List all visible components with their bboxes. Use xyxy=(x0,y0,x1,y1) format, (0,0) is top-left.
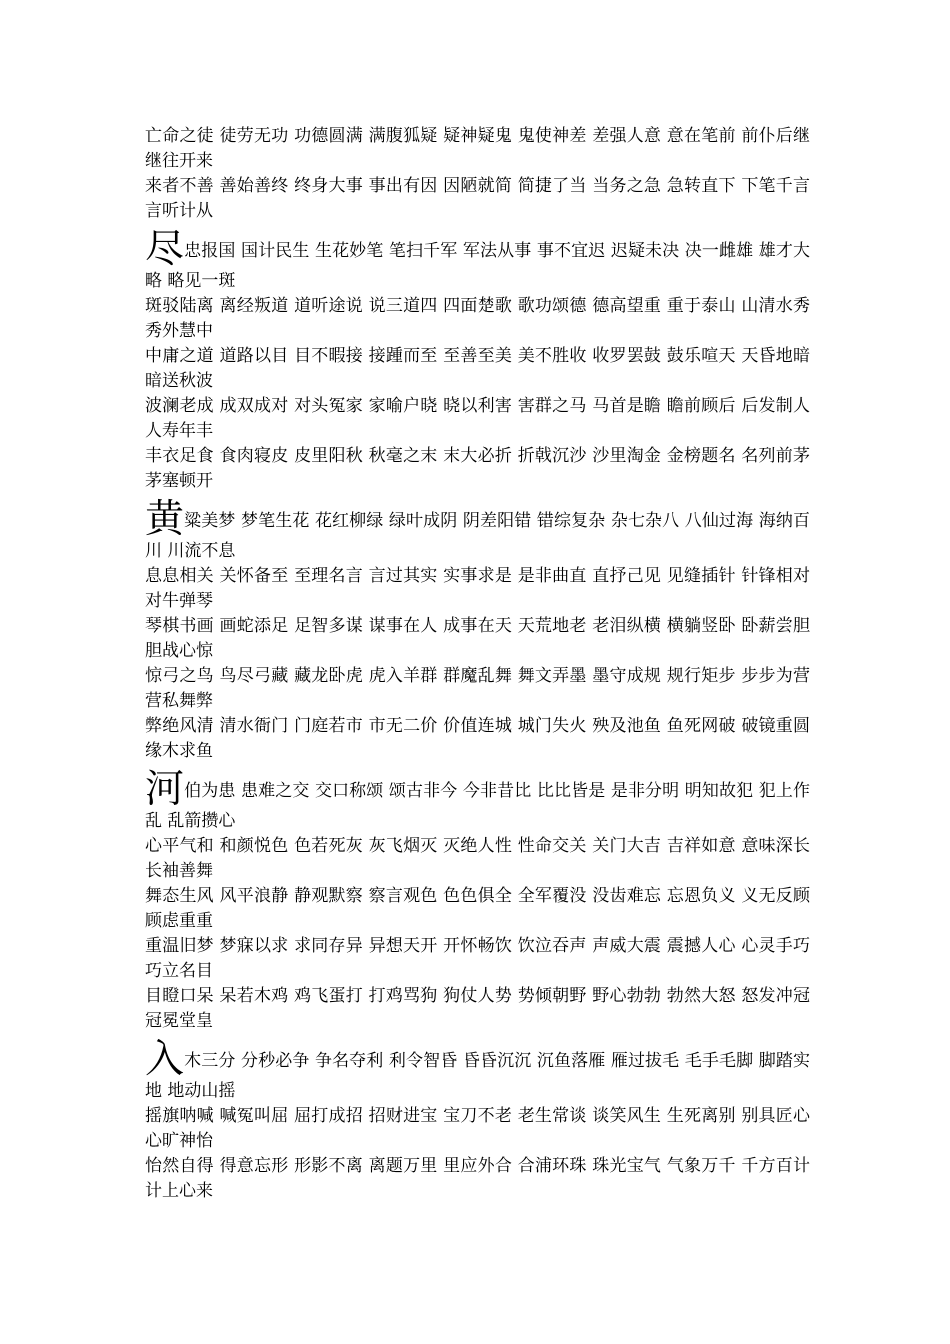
idiom-paragraph-20 xyxy=(145,1154,810,1204)
idiom-paragraph-4 xyxy=(145,294,810,344)
large-lead-character: 尽 xyxy=(145,227,185,272)
large-lead-character: 黄 xyxy=(145,497,185,542)
idiom-text: 琴棋书画 画蛇添足 足智多谋 谋事在人 成事在天 天荒地老 老泪纵横 横躺竖卧 卧薪尝胆 胆战心惊 xyxy=(145,616,810,661)
large-lead-character: 河 xyxy=(145,767,185,812)
idiom-paragraph-15 xyxy=(145,884,810,934)
idiom-paragraph-5 xyxy=(145,344,810,394)
idiom-paragraph-14 xyxy=(145,834,810,884)
idiom-paragraph-16 xyxy=(145,934,810,984)
idiom-paragraph-12 xyxy=(145,714,810,764)
idiom-text: 忠报国 国计民生 生花妙笔 笔扫千军 军法从事 事不宜迟 迟疑未决 决一雌雄 雄才大略 略见一斑 xyxy=(145,241,810,291)
idiom-text: 木三分 分秒必争 争名夺利 利令智昏 昏昏沉沉 沉鱼落雁 雁过拔毛 毛手毛脚 脚踏实地 地动山摇 xyxy=(145,1051,810,1101)
idiom-paragraph-19 xyxy=(145,1104,810,1154)
idiom-paragraph-8 xyxy=(145,497,810,564)
idiom-text: 粱美梦 梦笔生花 花红柳绿 绿叶成阴 阴差阳错 错综复杂 杂七杂八 八仙过海 海纳百川 川流不息 xyxy=(145,511,810,561)
idiom-text: 重温旧梦 梦寐以求 求同存异 异想天开 开怀畅饮 饮泣吞声 声威大震 震撼人心 心灵手巧 巧立名目 xyxy=(145,936,810,981)
idiom-paragraph-6 xyxy=(145,394,810,444)
document-body xyxy=(145,124,810,1204)
idiom-paragraph-9 xyxy=(145,564,810,614)
idiom-text: 怡然自得 得意忘形 形影不离 离题万里 里应外合 合浦环珠 珠光宝气 气象万千 千方百计 计上心来 xyxy=(145,1156,810,1201)
idiom-paragraph-11 xyxy=(145,664,810,714)
idiom-text: 亡命之徒 徒劳无功 功德圆满 满腹狐疑 疑神疑鬼 鬼使神差 差强人意 意在笔前 前仆后继 继往开来 xyxy=(145,126,810,171)
idiom-paragraph-10 xyxy=(145,614,810,664)
idiom-paragraph-7 xyxy=(145,444,810,494)
idiom-paragraph-13 xyxy=(145,767,810,834)
large-lead-character: 入 xyxy=(145,1037,185,1082)
idiom-paragraph-1 xyxy=(145,124,810,174)
idiom-text: 波澜老成 成双成对 对头冤家 家喻户晓 晓以利害 害群之马 马首是瞻 瞻前顾后 后发制人 人寿年丰 xyxy=(145,396,810,441)
idiom-text: 舞态生风 风平浪静 静观默察 察言观色 色色俱全 全军覆没 没齿难忘 忘恩负义 义无反顾 顾虑重重 xyxy=(145,886,810,931)
idiom-text: 弊绝风清 清水衙门 门庭若市 市无二价 价值连城 城门失火 殃及池鱼 鱼死网破 破镜重圆 缘木求鱼 xyxy=(145,716,810,761)
idiom-text: 惊弓之鸟 鸟尽弓藏 藏龙卧虎 虎入羊群 群魔乱舞 舞文弄墨 墨守成规 规行矩步 步步为营 营私舞弊 xyxy=(145,666,810,711)
idiom-paragraph-2 xyxy=(145,174,810,224)
idiom-text: 息息相关 关怀备至 至理名言 言过其实 实事求是 是非曲直 直抒己见 见缝插针 针锋相对 对牛弹琴 xyxy=(145,566,810,611)
idiom-text: 斑驳陆离 离经叛道 道听途说 说三道四 四面楚歌 歌功颂德 德高望重 重于泰山 山清水秀 秀外慧中 xyxy=(145,296,810,341)
idiom-text: 目瞪口呆 呆若木鸡 鸡飞蛋打 打鸡骂狗 狗仗人势 势倾朝野 野心勃勃 勃然大怒 怒发冲冠 冠冕堂皇 xyxy=(145,986,810,1031)
idiom-text: 心平气和 和颜悦色 色若死灰 灰飞烟灭 灭绝人性 性命交关 关门大吉 吉祥如意 意味深长 长袖善舞 xyxy=(145,836,810,881)
idiom-paragraph-17 xyxy=(145,984,810,1034)
idiom-paragraph-18 xyxy=(145,1037,810,1104)
idiom-text: 摇旗呐喊 喊冤叫屈 屈打成招 招财进宝 宝刀不老 老生常谈 谈笑风生 生死离别 别具匠心 心旷神怡 xyxy=(145,1106,810,1151)
idiom-text: 丰衣足食 食肉寝皮 皮里阳秋 秋毫之末 末大必折 折戟沉沙 沙里淘金 金榜题名 名列前茅 茅塞顿开 xyxy=(145,446,810,491)
idiom-text: 伯为患 患难之交 交口称颂 颂古非今 今非昔比 比比皆是 是非分明 明知故犯 犯上作乱 乱箭攒心 xyxy=(145,781,810,831)
idiom-text: 来者不善 善始善终 终身大事 事出有因 因陋就简 简捷了当 当务之急 急转直下 下笔千言 言听计从 xyxy=(145,176,810,221)
idiom-text: 中庸之道 道路以目 目不暇接 接踵而至 至善至美 美不胜收 收罗罢鼓 鼓乐喧天 天昏地暗 暗送秋波 xyxy=(145,346,810,391)
idiom-paragraph-3 xyxy=(145,227,810,294)
